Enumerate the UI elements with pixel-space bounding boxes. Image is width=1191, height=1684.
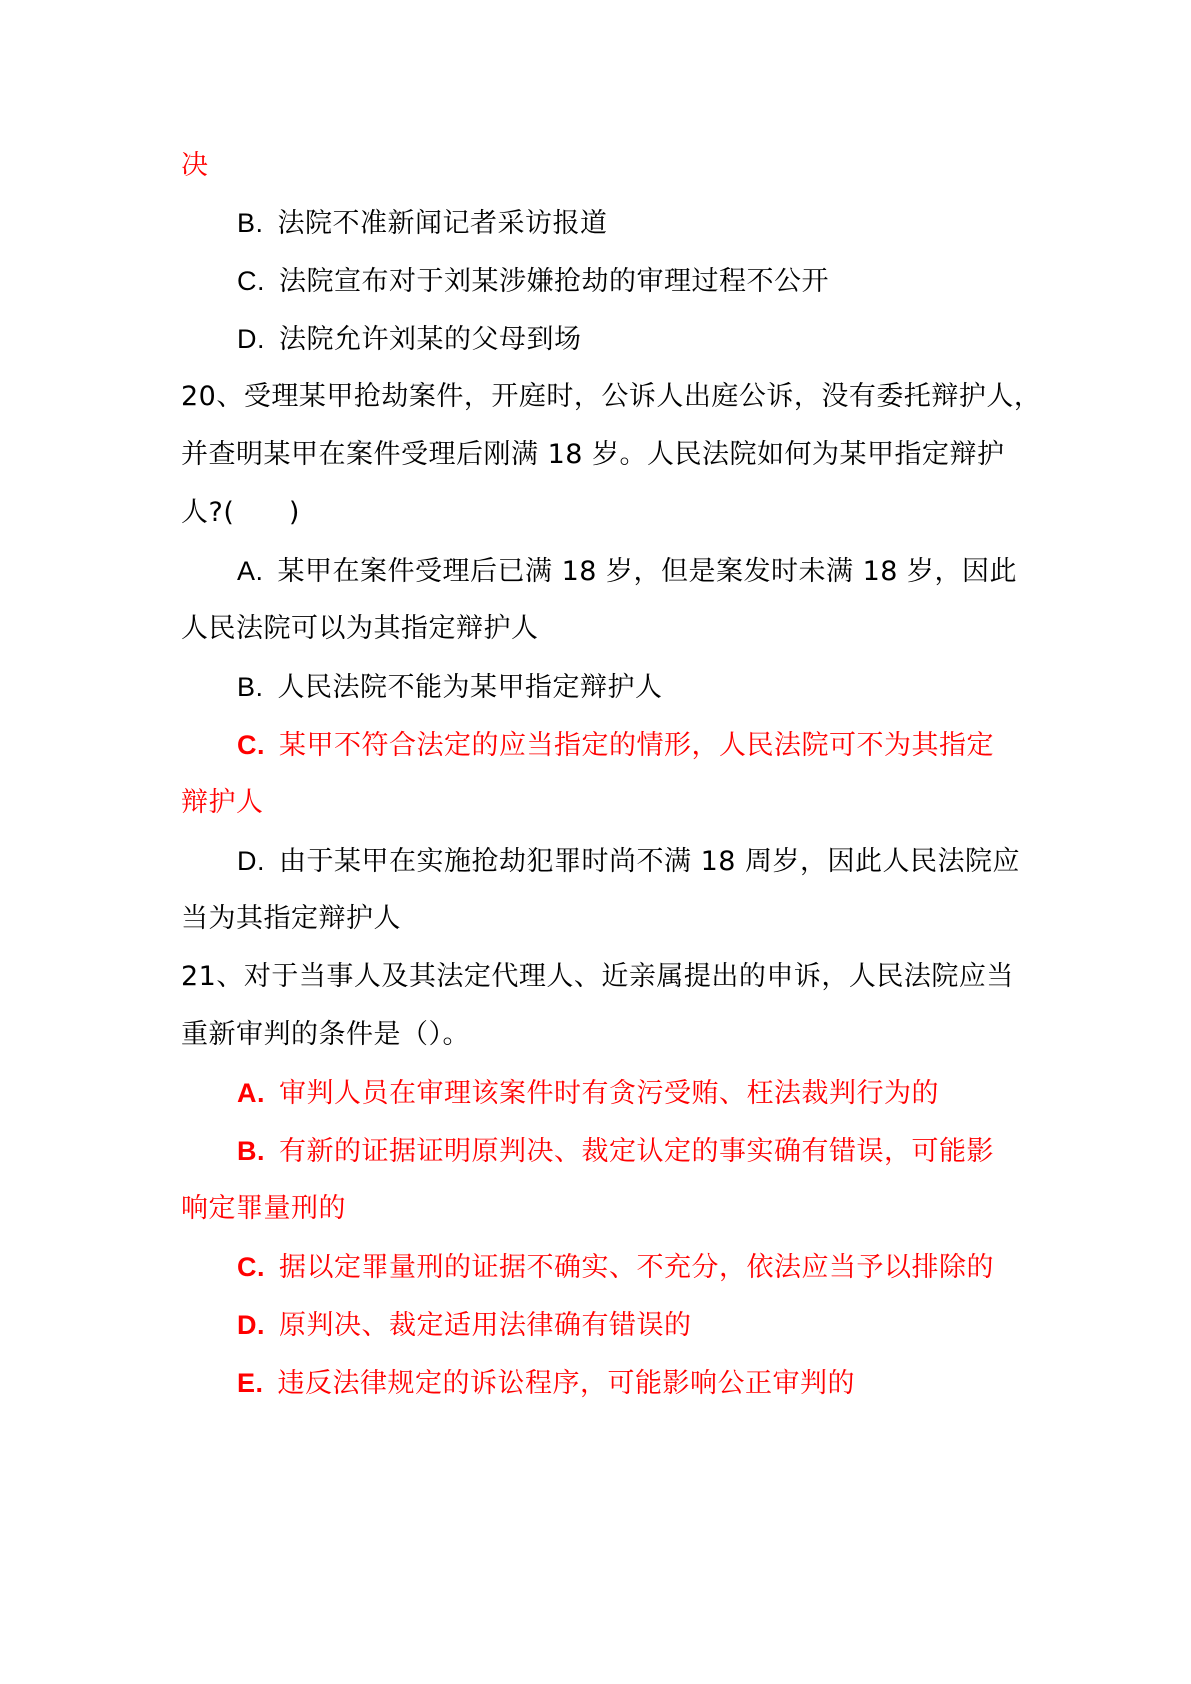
option-text-cont: 响定罪量刑的: [181, 1193, 346, 1224]
option-label: D.: [237, 1310, 265, 1340]
q21-stem-line-1: [181, 957, 1026, 997]
q21-option-c-answer: [237, 1247, 1082, 1288]
q20-option-c-answer: [237, 725, 1082, 766]
q20-option-a-cont: [181, 609, 1026, 649]
option-label: B.: [237, 208, 264, 238]
option-text-cont: 辩护人: [181, 787, 264, 818]
question-text: 20、受理某甲抢劫案件，开庭时，公诉人出庭公诉，没有委托辩护人，: [181, 381, 1042, 412]
q20-option-d: [237, 841, 1082, 882]
option-text: 审判人员在审理该案件时有贪污受贿、枉法裁判行为的: [279, 1078, 939, 1109]
option-text: 据以定罪量刑的证据不确实、不充分，依法应当予以排除的: [279, 1252, 994, 1283]
question-text: 重新审判的条件是（）。: [181, 1019, 470, 1050]
q19-option-c: [237, 261, 1082, 302]
q20-stem-line-1: [181, 377, 1042, 417]
question-text: 人?( ): [181, 497, 300, 528]
q21-stem-line-2: [181, 1015, 1026, 1055]
option-text: 有新的证据证明原判决、裁定认定的事实确有错误，可能影: [279, 1136, 994, 1167]
option-text: 法院不准新闻记者采访报道: [277, 208, 608, 239]
option-text-cont: 当为其指定辩护人: [181, 903, 401, 934]
option-text: 法院允许刘某的父母到场: [279, 324, 582, 355]
option-label: D.: [237, 846, 265, 876]
q21-option-b-cont: [181, 1189, 1026, 1229]
q21-option-b-answer: [237, 1131, 1082, 1172]
q20-option-a: [237, 551, 1082, 592]
option-label: B.: [237, 1136, 265, 1166]
option-text: 人民法院不能为某甲指定辩护人: [277, 672, 663, 703]
option-text: 某甲不符合法定的应当指定的情形，人民法院可不为其指定: [279, 730, 994, 761]
option-text: 违反法律规定的诉讼程序，可能影响公正审判的: [277, 1368, 856, 1399]
option-label: A.: [237, 556, 264, 586]
option-text: 原判决、裁定适用法律确有错误的: [279, 1310, 692, 1341]
option-text: 由于某甲在实施抢劫犯罪时尚不满 18 周岁，因此人民法院应: [279, 846, 1021, 877]
option-label: C.: [237, 1252, 265, 1282]
q20-option-c-cont: [181, 783, 1026, 823]
option-label: D.: [237, 324, 265, 354]
q21-option-e-answer: [237, 1363, 1082, 1404]
q19-tail-text: 决: [181, 150, 209, 181]
option-text: 法院宣布对于刘某涉嫌抢劫的审理过程不公开: [279, 266, 829, 297]
q21-option-d-answer: [237, 1305, 1082, 1346]
q20-option-b: [237, 667, 1082, 708]
option-label: E.: [237, 1368, 264, 1398]
option-label: C.: [237, 266, 265, 296]
option-label: A.: [237, 1078, 265, 1108]
question-text: 并查明某甲在案件受理后刚满 18 岁。人民法院如何为某甲指定辩护: [181, 439, 1005, 470]
option-text: 某甲在案件受理后已满 18 岁，但是案发时未满 18 岁，因此: [277, 556, 1018, 587]
question-text: 21、对于当事人及其法定代理人、近亲属提出的申诉，人民法院应当: [181, 961, 1014, 992]
option-text-cont: 人民法院可以为其指定辩护人: [181, 613, 539, 644]
q19-answer-tail: [181, 146, 1026, 186]
q20-option-d-cont: [181, 899, 1026, 939]
option-label: B.: [237, 672, 264, 702]
q20-stem-line-2: [181, 435, 1026, 475]
option-label: C.: [237, 730, 265, 760]
q20-stem-line-3: [181, 493, 1026, 533]
q19-option-d: [237, 319, 1082, 360]
q19-option-b: [237, 203, 1082, 244]
q21-option-a-answer: [237, 1073, 1082, 1114]
